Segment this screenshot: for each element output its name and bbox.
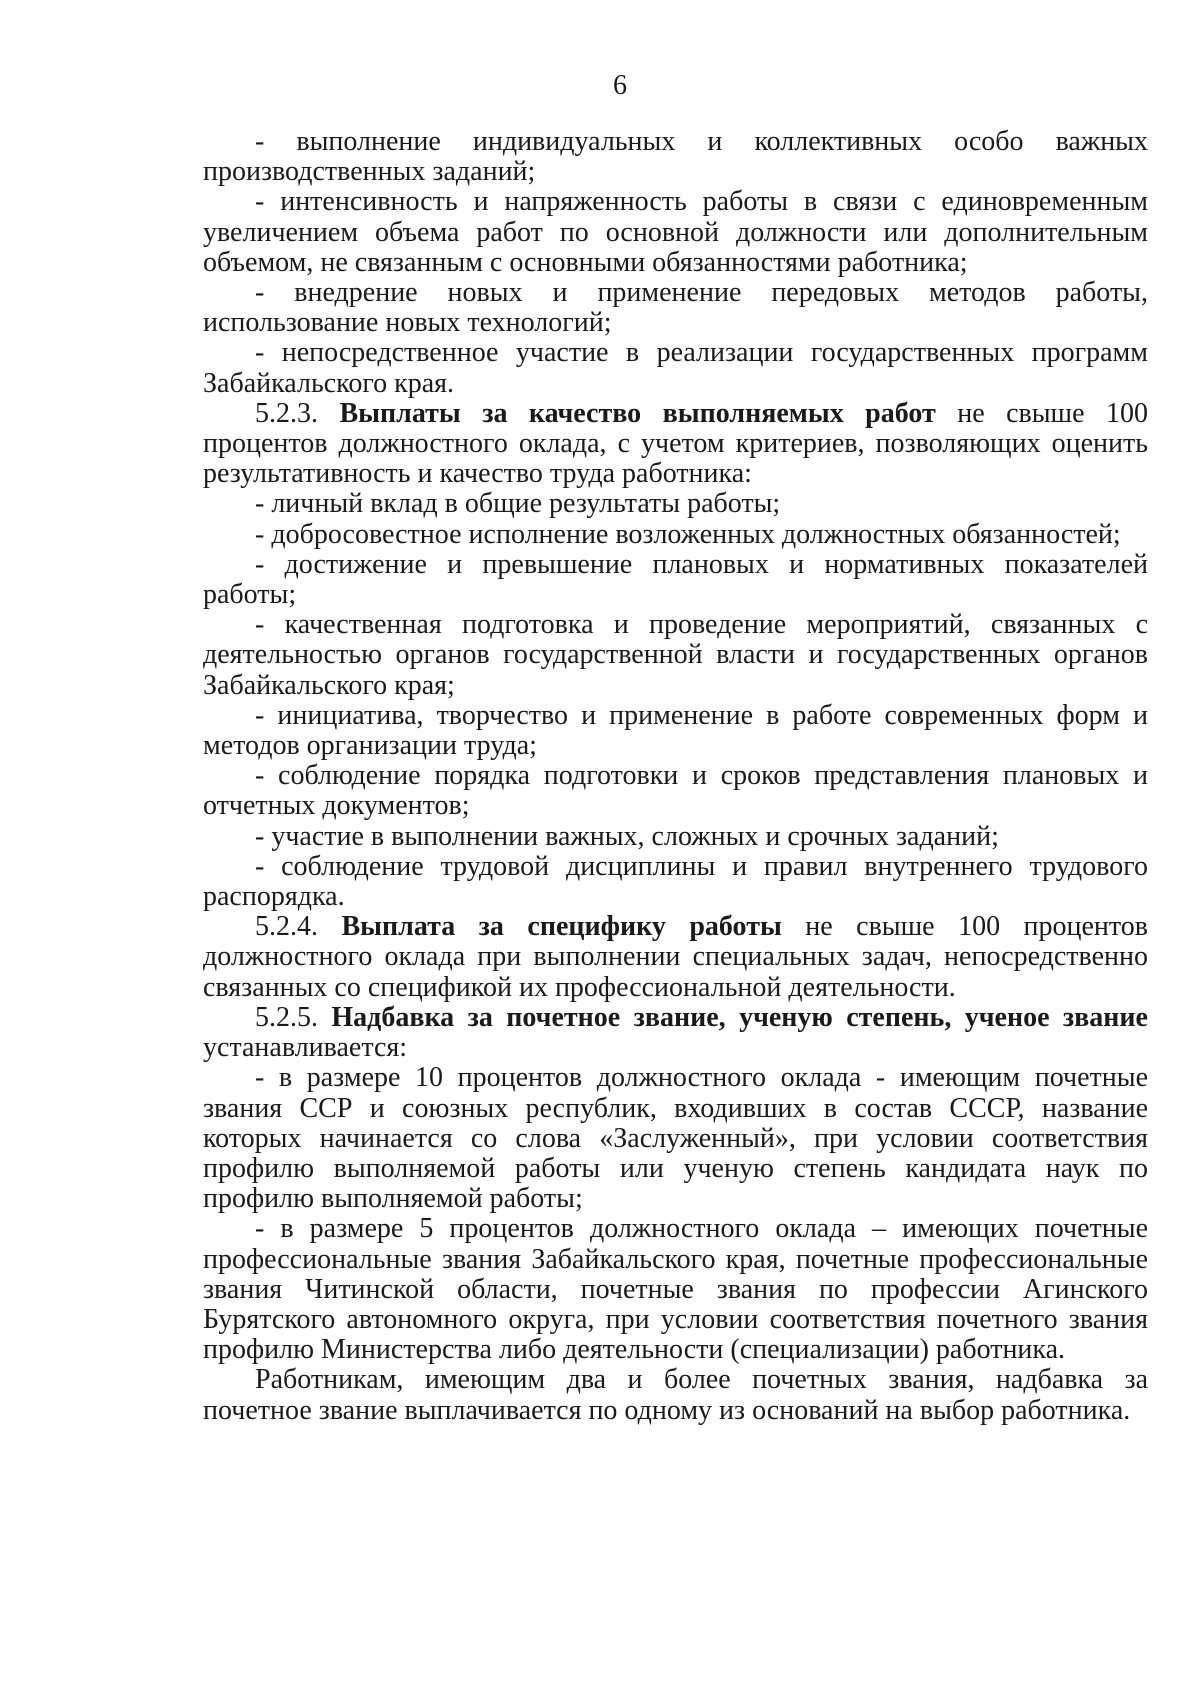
paragraph-text: - выполнение индивидуальных и коллективных особо важных производственных заданий;: [203, 126, 1148, 188]
clause-number: 5.2.5.: [255, 1001, 318, 1033]
paragraph-text: - соблюдение порядка подготовки и сроков представления плановых и отчетных документов;: [203, 760, 1148, 822]
paragraph-text: Работникам, имеющим два и более почетных звания, надбавка за почетное звание выплачивается по одному из оснований на выбор работника.: [203, 1364, 1148, 1426]
paragraph-text: - личный вклад в общие результаты работы;: [255, 488, 781, 520]
list-item: [203, 701, 1148, 761]
closing-paragraph: [203, 1365, 1148, 1425]
list-item: [203, 520, 1148, 550]
clause-number: 5.2.3.: [255, 397, 318, 429]
paragraph-text: - в размере 5 процентов должностного оклада – имеющих почетные профессиональные звания Забайкальского края, почетные профессиональные звания Читинской области, почетные звания по профессии Агинского Бурятского автономного округа, при условии соответствия почетного звания профилю Министерства либо деятельности (специализации) работника.: [203, 1213, 1148, 1366]
list-item: [203, 338, 1148, 398]
list-item: [203, 822, 1148, 852]
paragraph-text: - непосредственное участие в реализации государственных программ Забайкальского края.: [203, 337, 1148, 399]
list-item: [203, 761, 1148, 821]
clause-5-2-3: [203, 399, 1148, 490]
paragraph-text: - в размере 10 процентов должностного оклада - имеющим почетные звания ССР и союзных республик, входивших в состав СССР, название которых начинается со слова «Заслуженный», при условии соответствия профилю выполняемой работы или ученую степень кандидата наук по профилю выполняемой работы;: [203, 1062, 1148, 1215]
list-item: [203, 1214, 1148, 1365]
paragraph-text: - соблюдение трудовой дисциплины и правил внутреннего трудового распорядка.: [203, 850, 1148, 913]
clause-5-2-5: [203, 1003, 1148, 1063]
paragraph-text: - интенсивность и напряженность работы в связи с единовременным увеличением объема работ по основной должности или дополнительным объемом, не связанным с основными обязанностями работника;: [203, 186, 1148, 278]
list-item: [203, 1063, 1148, 1214]
list-item: [203, 187, 1148, 278]
paragraph-text: - достижение и превышение плановых и нормативных показателей работы;: [203, 548, 1148, 611]
paragraph-text: - добросовестное исполнение возложенных должностных обязанностей;: [255, 518, 1121, 550]
paragraph-text: - внедрение новых и применение передовых методов работы, использование новых технологий;: [203, 277, 1148, 339]
paragraph-text: не свыше 100 процентов должностного оклада, с учетом критериев, позволяющих оценить результативность и качество труда работника:: [203, 397, 1148, 490]
paragraph-text: - инициатива, творчество и применение в работе современных форм и методов организации труда;: [203, 699, 1148, 762]
list-item: [203, 278, 1148, 338]
clause-number: 5.2.4.: [255, 911, 318, 943]
clause-5-2-4: [203, 912, 1148, 1003]
list-item: [203, 489, 1148, 519]
list-item: [203, 550, 1148, 610]
clause-heading: Выплаты за качество выполняемых работ: [339, 397, 936, 429]
page-number: 6: [613, 70, 627, 101]
clause-heading: Выплата за специфику работы: [341, 911, 782, 943]
paragraph-text: - качественная подготовка и проведение мероприятий, связанных с деятельностью органов государственной власти и государственных органов Забайкальского края;: [203, 609, 1148, 701]
list-item: [203, 610, 1148, 701]
list-item: [203, 127, 1148, 187]
clause-heading: Надбавка за почетное звание, ученую степень, ученое звание: [331, 1001, 1148, 1033]
paragraph-text: не свыше 100 процентов должностного оклада при выполнении специальных задач, непосредственно связанных со спецификой их профессиональной деятельности.: [203, 911, 1148, 1003]
document-body: [203, 127, 1148, 1426]
list-item: [203, 852, 1148, 912]
paragraph-text: устанавливается:: [203, 1032, 408, 1064]
paragraph-text: - участие в выполнении важных, сложных и срочных заданий;: [255, 820, 999, 852]
